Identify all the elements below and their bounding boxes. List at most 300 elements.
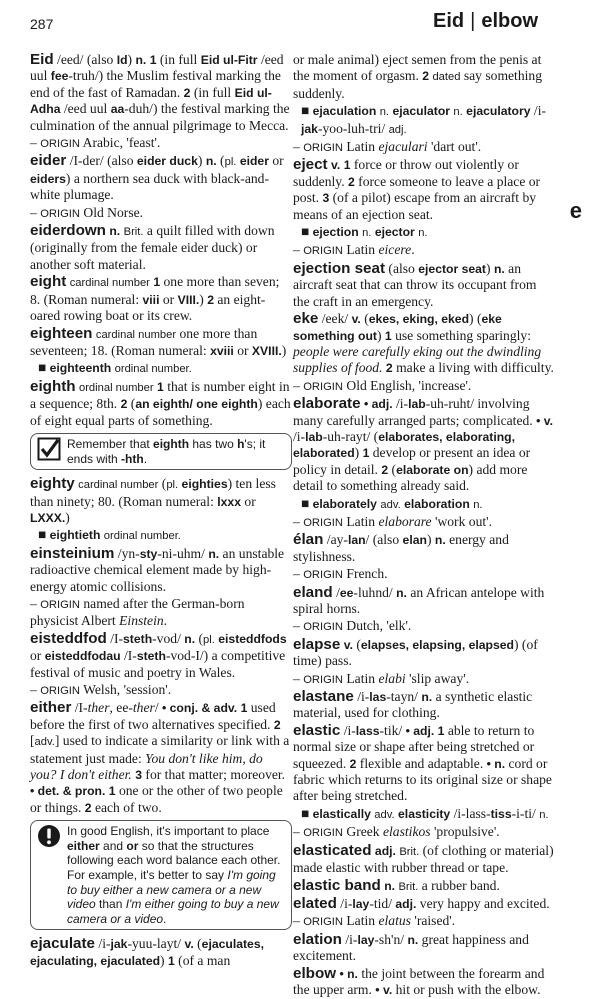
note-segment: h bbox=[237, 436, 245, 451]
origin-line bbox=[293, 618, 555, 635]
headword: eiderdown bbox=[30, 222, 106, 240]
text: Welsh, 'session'. bbox=[79, 682, 172, 697]
note-segment: either bbox=[67, 838, 100, 853]
bold-text: LXXX. bbox=[30, 510, 66, 525]
note-segment: than bbox=[95, 897, 126, 912]
bold-text: 2 bbox=[349, 756, 357, 771]
bold-text: 1 bbox=[157, 379, 164, 394]
dictionary-entry bbox=[293, 585, 555, 618]
derivatives-line bbox=[38, 527, 292, 544]
label-text: n. bbox=[418, 227, 428, 240]
text: (also bbox=[385, 260, 419, 276]
bold-text: n. bbox=[421, 690, 433, 705]
text: /i-lass- bbox=[450, 805, 491, 821]
bold-text: 2 bbox=[183, 85, 191, 100]
headword: eject bbox=[293, 156, 328, 174]
bullet-text: ■ bbox=[301, 103, 313, 119]
derivatives-line bbox=[301, 806, 555, 823]
text: ( bbox=[352, 636, 361, 652]
label-text: n. bbox=[453, 106, 463, 119]
bullet-text: ■ bbox=[301, 224, 313, 240]
bold-text: lay bbox=[357, 932, 375, 947]
bold-text: • adj. bbox=[405, 723, 435, 738]
label-text: cardinal number bbox=[95, 328, 177, 341]
text: – bbox=[30, 135, 41, 151]
dictionary-entry bbox=[293, 157, 555, 223]
text: – bbox=[293, 377, 304, 393]
guide-word-last: elbow bbox=[481, 10, 538, 32]
text: -tid/ bbox=[369, 895, 396, 911]
headword: elated bbox=[293, 894, 337, 912]
text: . bbox=[163, 613, 168, 629]
text: or bbox=[30, 648, 45, 664]
label-text: ordinal number. bbox=[114, 363, 192, 376]
headword: eighteen bbox=[30, 324, 93, 342]
bold-text: ejaculatory bbox=[466, 104, 531, 119]
text: ( bbox=[216, 153, 225, 169]
bold-text: 2 bbox=[385, 361, 393, 376]
text: great happiness and excitement. bbox=[293, 931, 529, 964]
origin-line bbox=[293, 913, 555, 930]
bold-text: eider bbox=[239, 154, 269, 169]
headword: elaborate bbox=[293, 395, 361, 413]
bold-text: eisteddfodau bbox=[44, 649, 121, 664]
label-text: pl. bbox=[224, 156, 237, 169]
headword: eighty bbox=[30, 475, 75, 493]
bold-text: tiss bbox=[490, 806, 512, 821]
text: Latin bbox=[342, 139, 379, 155]
bold-text: eke something out bbox=[293, 312, 502, 343]
text: an African antelope with spiral horns. bbox=[293, 584, 545, 616]
bold-text: ejaculation bbox=[312, 104, 377, 119]
bold-text: XVIII. bbox=[251, 343, 282, 358]
text: Old Norse. bbox=[79, 204, 144, 220]
label-text: Brit. bbox=[399, 845, 420, 858]
text: ) bbox=[160, 952, 168, 968]
label-text: ORIGIN bbox=[303, 516, 343, 529]
text: 'dart out'. bbox=[427, 139, 482, 155]
label-text: ORIGIN bbox=[40, 598, 80, 611]
text: 'propulsive'. bbox=[430, 824, 500, 840]
bold-text: sty bbox=[139, 546, 158, 561]
bold-text: eider duck bbox=[136, 154, 198, 169]
text: ( bbox=[360, 311, 369, 327]
text: -duh/) the festival marking the culmination of the annual pilgrimage to Mecca. bbox=[30, 101, 290, 133]
text: -vod-I/) a competitive festival of music and poetry in Wales. bbox=[30, 648, 286, 680]
text: named after the German-born physicist Albert bbox=[30, 595, 245, 629]
dictionary-entry bbox=[30, 936, 292, 969]
label-text: adj. bbox=[388, 123, 407, 136]
text: ) bbox=[65, 509, 70, 525]
dictionary-entry bbox=[30, 326, 292, 360]
label-text: Brit. bbox=[398, 880, 419, 893]
text: a quilt filled with down (originally from the female eider duck) or another soft material. bbox=[30, 223, 275, 272]
bold-text: 2 bbox=[348, 174, 355, 189]
bold-text: fee bbox=[50, 69, 69, 84]
origin-line bbox=[293, 378, 555, 395]
bold-text: xviii bbox=[210, 343, 234, 358]
text: -yuu-layt/ bbox=[127, 936, 185, 952]
bold-text: n. bbox=[135, 53, 147, 67]
text: /ay- bbox=[323, 532, 348, 548]
origin-line bbox=[30, 682, 292, 699]
text: very happy and excited. bbox=[416, 895, 550, 911]
running-head bbox=[433, 10, 538, 33]
label-text: Brit. bbox=[123, 226, 144, 239]
headword: eider bbox=[30, 152, 67, 170]
origin-line bbox=[293, 824, 555, 841]
text: or bbox=[268, 153, 284, 169]
bold-text: ejector seat bbox=[418, 261, 486, 276]
headword: eight bbox=[30, 273, 67, 291]
bold-text: • conj. & adv. bbox=[162, 701, 238, 716]
bold-text: ee bbox=[339, 585, 354, 600]
bold-text: 2 bbox=[207, 292, 214, 307]
dictionary-entry bbox=[293, 843, 555, 877]
text: -ni-uhm/ bbox=[157, 545, 209, 561]
text: one or the other of two people or things. bbox=[30, 783, 283, 815]
label-text: ORIGIN bbox=[40, 207, 80, 220]
text: /i- bbox=[530, 103, 547, 119]
text: /i- bbox=[293, 428, 306, 444]
text: ) bbox=[197, 153, 206, 169]
bold-text: • n. bbox=[486, 756, 506, 771]
text: /i- bbox=[353, 689, 370, 705]
text: /eed uul bbox=[60, 101, 111, 117]
note-text bbox=[67, 824, 285, 926]
label-text: pl. bbox=[166, 479, 179, 492]
dictionary-entry bbox=[293, 311, 555, 377]
page-number: 287 bbox=[30, 16, 54, 32]
headword: either bbox=[30, 699, 72, 717]
bold-text: n. bbox=[109, 224, 121, 239]
headword: eighth bbox=[30, 377, 76, 395]
text: /eed uul bbox=[30, 52, 284, 84]
bold-text: 1 bbox=[240, 701, 248, 716]
text: the joint between the forearm and the upper arm. bbox=[293, 965, 545, 997]
text: say something suddenly. bbox=[293, 68, 542, 101]
derivatives-line bbox=[301, 103, 555, 138]
text: -tik/ bbox=[379, 722, 406, 738]
bold-text: eighteenth bbox=[49, 361, 112, 376]
text: . bbox=[411, 242, 415, 258]
label-text: cardinal number bbox=[78, 479, 159, 492]
bold-text: elaborate on bbox=[396, 462, 469, 477]
label-text: ORIGIN bbox=[303, 245, 343, 258]
note-segment: I'm going to buy either a new camera or a new video bbox=[67, 868, 276, 912]
label-text: ORIGIN bbox=[40, 685, 80, 697]
text: ) ten less than ninety; 80. (Roman numeral: bbox=[30, 476, 276, 509]
text: ) bbox=[199, 291, 208, 307]
bold-text: 2 bbox=[422, 69, 430, 84]
bold-text: lab bbox=[408, 397, 426, 412]
note-segment: 's; it ends with bbox=[67, 436, 266, 466]
bold-text: 1 bbox=[149, 53, 157, 67]
text: one more than seventeen; 18. (Roman numeral: bbox=[30, 325, 258, 358]
text: force or throw out violently or suddenly. bbox=[293, 157, 519, 189]
headword: elasticated bbox=[293, 841, 372, 859]
headword: elapse bbox=[293, 635, 341, 653]
text: an aircraft seat that can throw its occupant from the craft in an emergency. bbox=[293, 260, 537, 309]
text: -uh-ruht/ involving many carefully arranged parts; complicated. bbox=[293, 396, 537, 428]
headword: Eid bbox=[30, 51, 54, 68]
text: for that matter; moreover. bbox=[142, 767, 286, 783]
text: ) add more detail to something already said. bbox=[293, 461, 528, 494]
bold-text: lass bbox=[355, 723, 380, 738]
text: 'work out'. bbox=[431, 513, 492, 529]
italic-text: You don't like him, do you? I don't either. bbox=[30, 750, 263, 783]
label-text: pl. bbox=[203, 633, 215, 646]
italic-text: elabi bbox=[378, 670, 406, 686]
label-text: ORIGIN bbox=[303, 569, 343, 582]
origin-line bbox=[293, 671, 555, 688]
italic-text: people were carefully eking out the dwindling supplies of food. bbox=[293, 343, 542, 376]
note-segment: or bbox=[126, 838, 139, 853]
text: each of two. bbox=[91, 799, 162, 815]
bold-text: elapses, elapsing, elapsed bbox=[360, 637, 514, 652]
bold-text: 1 bbox=[362, 446, 370, 461]
right-column bbox=[293, 52, 555, 999]
text: Latin bbox=[342, 513, 379, 529]
text: ) (of time) pass. bbox=[293, 636, 538, 669]
text: use something sparingly: bbox=[391, 327, 531, 343]
bold-text: eisteddfods bbox=[218, 631, 287, 646]
text: /I- bbox=[106, 630, 124, 646]
label-text: adv. bbox=[374, 808, 395, 821]
text: / bbox=[332, 584, 340, 600]
note-segment: and bbox=[99, 838, 127, 853]
note-segment: I'm either going to buy a new camera or a video bbox=[67, 897, 279, 926]
text: Latin bbox=[342, 913, 379, 929]
text: -vod/ bbox=[152, 630, 185, 646]
bold-text: elaborates, elaborating, elaborated bbox=[293, 429, 515, 461]
bold-text: VIII. bbox=[177, 292, 200, 307]
headword: elation bbox=[293, 930, 342, 948]
italic-text: elastikos bbox=[383, 824, 431, 840]
derivatives-line bbox=[38, 360, 292, 377]
italic-text: ejaculari bbox=[378, 139, 428, 155]
text: /i- bbox=[392, 396, 409, 412]
text: ) a northern sea duck with black-and-white plumage. bbox=[30, 170, 269, 203]
headword: eland bbox=[293, 583, 333, 601]
note-segment: eighth bbox=[153, 436, 190, 451]
bold-text: ejector bbox=[374, 225, 415, 240]
bold-text: n. bbox=[384, 878, 396, 893]
note-segment: Remember that bbox=[67, 436, 154, 451]
bold-text: n. bbox=[184, 631, 196, 646]
label-text: n. bbox=[539, 808, 549, 821]
bold-text: steth bbox=[136, 649, 166, 664]
text: or bbox=[233, 342, 252, 358]
bold-text: lxxx bbox=[217, 494, 241, 509]
text: -tayn/ bbox=[386, 689, 422, 705]
bold-text: • v. bbox=[536, 413, 553, 428]
text: hit or push with the elbow. bbox=[392, 981, 541, 997]
text: – bbox=[30, 204, 41, 220]
dictionary-entry bbox=[30, 52, 292, 134]
text: – bbox=[293, 139, 304, 155]
text: Latin bbox=[342, 242, 379, 258]
dictionary-entry bbox=[293, 896, 555, 912]
bullet-text: ■ bbox=[301, 805, 313, 821]
origin-line bbox=[293, 242, 555, 259]
text: /i- bbox=[95, 936, 111, 952]
text: Dutch, 'elk'. bbox=[342, 618, 412, 634]
bold-text: viii bbox=[142, 292, 160, 307]
text: Greek bbox=[342, 824, 383, 840]
bold-text: adj. bbox=[395, 896, 417, 911]
italic-text: Einstein bbox=[119, 613, 164, 629]
note-segment: -hth bbox=[121, 451, 144, 466]
bold-text: v. bbox=[343, 637, 353, 652]
label-text: ORIGIN bbox=[40, 138, 80, 151]
text: /I-der/ (also bbox=[66, 153, 137, 169]
origin-line bbox=[293, 514, 555, 531]
dictionary-entry bbox=[30, 223, 292, 273]
note-text bbox=[67, 437, 285, 466]
label-text: ordinal number bbox=[78, 381, 154, 394]
tick-icon bbox=[37, 437, 61, 466]
text: develop or present an idea or policy in detail. bbox=[293, 445, 531, 477]
text: an unstable radioactive chemical element made by high-energy atomic collisions. bbox=[30, 545, 285, 594]
label-text: dated bbox=[432, 71, 461, 84]
guide-separator: | bbox=[470, 10, 476, 32]
dictionary-entry bbox=[293, 261, 555, 310]
italic-text: eicere bbox=[378, 242, 412, 258]
note-segment: has two bbox=[189, 436, 238, 451]
bold-text: jak bbox=[301, 121, 318, 136]
text: [ bbox=[30, 733, 35, 749]
text: – bbox=[293, 913, 304, 929]
bold-text: 1 bbox=[437, 723, 445, 738]
headword: ejection seat bbox=[293, 259, 386, 277]
text: ) ( bbox=[469, 311, 482, 327]
guide-word-first: Eid bbox=[433, 10, 465, 32]
text: Latin bbox=[342, 670, 379, 686]
label-text: ORIGIN bbox=[303, 621, 343, 634]
text: 'raised'. bbox=[410, 913, 456, 929]
headword: ejaculate bbox=[30, 935, 96, 953]
bold-text: v. bbox=[184, 937, 194, 952]
bold-text: • v. bbox=[375, 982, 393, 997]
dictionary-entry bbox=[293, 878, 555, 895]
bold-text: eighties bbox=[181, 477, 228, 492]
bold-text: ejaculates, ejaculating, ejaculated bbox=[30, 937, 265, 968]
headword: elastic band bbox=[293, 876, 381, 894]
dictionary-entry bbox=[30, 546, 292, 595]
label-text: cardinal number bbox=[69, 277, 150, 290]
text: – bbox=[293, 513, 304, 529]
text: /eek/ bbox=[318, 311, 352, 327]
text: flexible and adaptable. bbox=[356, 755, 487, 771]
bold-text: an eighth/ one eighth bbox=[135, 397, 258, 412]
bold-text: n. bbox=[434, 533, 446, 548]
dictionary-entry bbox=[30, 476, 292, 526]
bold-text: 1 bbox=[153, 275, 161, 290]
bold-text: elasticity bbox=[398, 806, 451, 821]
text: force someone to leave a place or post. bbox=[293, 173, 541, 206]
dictionary-entry bbox=[293, 932, 555, 965]
text: ) each of eight equal parts of something. bbox=[30, 396, 291, 428]
text: French. bbox=[342, 566, 388, 582]
bullet-text: ■ bbox=[38, 360, 50, 376]
bold-text: 1 bbox=[108, 784, 116, 799]
text: (of a pilot) escape from an aircraft by means of an ejection seat. bbox=[293, 190, 537, 222]
text: -yoo-luh-tri/ bbox=[317, 120, 389, 136]
bold-text: ejection bbox=[312, 225, 359, 240]
headword: eke bbox=[293, 310, 319, 328]
bold-text: steth bbox=[123, 631, 153, 646]
dictionary-entry bbox=[293, 396, 555, 494]
bold-text: v. bbox=[351, 312, 361, 327]
text: or bbox=[241, 493, 256, 509]
bold-text: n. bbox=[407, 932, 419, 947]
text: ) bbox=[426, 532, 435, 548]
label-text: ORIGIN bbox=[303, 827, 343, 840]
headword: eisteddfod bbox=[30, 629, 107, 647]
text: Arabic, 'feast'. bbox=[79, 135, 161, 151]
text: /i- bbox=[336, 895, 353, 911]
bold-text: ejaculator bbox=[392, 104, 451, 119]
text: ( bbox=[388, 461, 397, 477]
label-text: adv. bbox=[380, 498, 401, 511]
note-segment: In good English, it's important to place bbox=[67, 824, 270, 839]
text: /eed/ (also bbox=[53, 52, 117, 67]
bold-text: Eid ul-Fitr bbox=[200, 53, 258, 67]
text: -i-ti/ bbox=[511, 805, 540, 821]
text: (in full bbox=[156, 52, 201, 67]
text: (in full bbox=[190, 84, 235, 100]
text: Old English, 'increase'. bbox=[342, 377, 472, 393]
note-segment: so that the structures following each word balance each other. For example, it's better to say bbox=[67, 838, 281, 883]
text: /I- bbox=[71, 700, 88, 716]
bold-text: 2 bbox=[120, 397, 128, 412]
bold-text: 1 bbox=[384, 328, 392, 343]
label-text: n. bbox=[379, 106, 390, 119]
text: energy and stylishness. bbox=[293, 532, 509, 564]
bold-text: • det. & pron. bbox=[30, 784, 106, 799]
origin-line bbox=[30, 205, 292, 222]
text: (of a man bbox=[174, 952, 231, 968]
origin-line bbox=[293, 566, 555, 583]
text: – bbox=[30, 595, 41, 611]
text: ) bbox=[127, 52, 136, 67]
bold-text: 2 bbox=[273, 717, 281, 732]
origin-line bbox=[30, 135, 292, 152]
bullet-text: ■ bbox=[301, 495, 313, 511]
text: that is number eight in a sequence; 8th. bbox=[30, 378, 290, 412]
derivatives-line bbox=[301, 224, 555, 241]
bullet-text: ■ bbox=[38, 527, 50, 543]
text: / (also bbox=[365, 532, 403, 548]
text: cord or fabric which returns to its original size or shape after being stretched. bbox=[293, 755, 552, 804]
text: -uh-rayt/ ( bbox=[322, 428, 379, 444]
text: – bbox=[30, 682, 41, 697]
bold-text: 3 bbox=[135, 768, 143, 783]
italic-text: ther bbox=[132, 700, 155, 716]
text: a rubber band. bbox=[418, 877, 500, 893]
dictionary-entry bbox=[30, 274, 292, 324]
spelling-note bbox=[30, 433, 292, 470]
note-segment: . bbox=[143, 451, 148, 466]
bold-text: elastically bbox=[312, 806, 371, 821]
italic-text: elatus bbox=[378, 913, 411, 929]
dictionary-entry bbox=[30, 700, 292, 816]
exclamation-icon bbox=[37, 824, 61, 926]
bold-text: lay bbox=[352, 896, 370, 911]
text: able to return to normal size or shape after being stretched or squeezed. bbox=[293, 722, 535, 771]
bold-text: aa bbox=[110, 102, 125, 117]
